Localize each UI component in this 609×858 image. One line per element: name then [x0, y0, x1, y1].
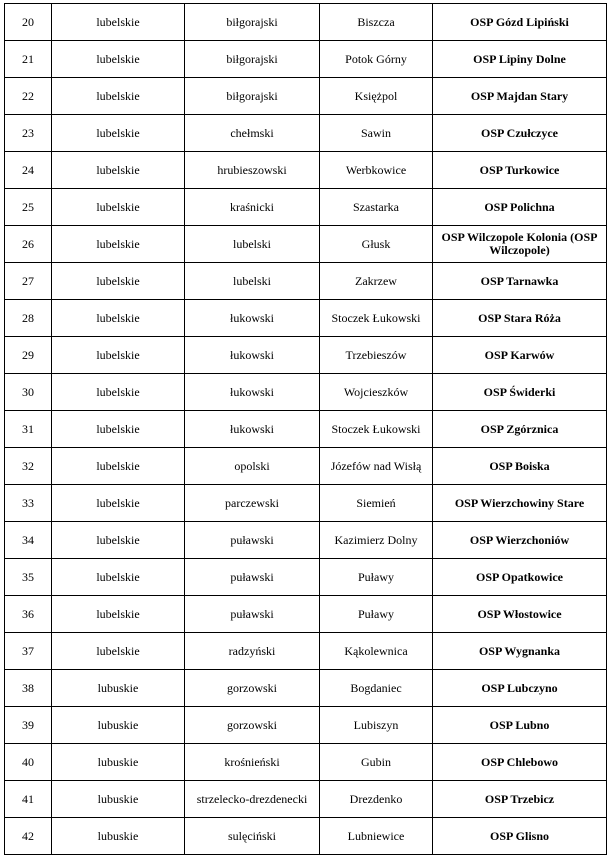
cell-municipality: Biszcza	[320, 4, 433, 41]
cell-county: puławski	[185, 596, 320, 633]
cell-municipality: Bogdaniec	[320, 670, 433, 707]
cell-municipality: Zakrzew	[320, 263, 433, 300]
cell-county: hrubieszowski	[185, 152, 320, 189]
table-row	[5, 448, 607, 485]
table-row	[5, 781, 607, 818]
cell-county: gorzowski	[185, 707, 320, 744]
table-row	[5, 744, 607, 781]
cell-county: łukowski	[185, 411, 320, 448]
cell-municipality: Werbkowice	[320, 152, 433, 189]
cell-voivodeship: lubelskie	[52, 226, 185, 263]
cell-fire-brigade: OSP Lubno	[433, 707, 607, 744]
cell-county: łukowski	[185, 374, 320, 411]
cell-number: 31	[5, 411, 52, 448]
cell-number: 36	[5, 596, 52, 633]
cell-number: 26	[5, 226, 52, 263]
cell-county: strzelecko-drezdenecki	[185, 781, 320, 818]
cell-fire-brigade: OSP Wilczopole Kolonia (OSP Wilczopole)	[433, 226, 607, 263]
cell-number: 33	[5, 485, 52, 522]
cell-county: lubelski	[185, 263, 320, 300]
cell-fire-brigade: OSP Wierzchowiny Stare	[433, 485, 607, 522]
cell-municipality: Trzebieszów	[320, 337, 433, 374]
cell-number: 25	[5, 189, 52, 226]
osp-table	[4, 3, 607, 855]
cell-county: puławski	[185, 522, 320, 559]
cell-fire-brigade: OSP Polichna	[433, 189, 607, 226]
table-row	[5, 559, 607, 596]
cell-number: 30	[5, 374, 52, 411]
table-row	[5, 818, 607, 855]
cell-number: 23	[5, 115, 52, 152]
table-body	[5, 4, 607, 855]
cell-voivodeship: lubelskie	[52, 633, 185, 670]
cell-fire-brigade: OSP Chlebowo	[433, 744, 607, 781]
table-row	[5, 152, 607, 189]
cell-voivodeship: lubuskie	[52, 744, 185, 781]
table-row	[5, 633, 607, 670]
table-row	[5, 300, 607, 337]
table-row	[5, 411, 607, 448]
cell-municipality: Kąkolewnica	[320, 633, 433, 670]
table-row	[5, 670, 607, 707]
cell-number: 35	[5, 559, 52, 596]
cell-county: kraśnicki	[185, 189, 320, 226]
cell-municipality: Lubniewice	[320, 818, 433, 855]
cell-municipality: Siemień	[320, 485, 433, 522]
cell-municipality: Potok Górny	[320, 41, 433, 78]
cell-number: 37	[5, 633, 52, 670]
cell-voivodeship: lubelskie	[52, 189, 185, 226]
cell-voivodeship: lubelskie	[52, 152, 185, 189]
cell-voivodeship: lubelskie	[52, 448, 185, 485]
cell-number: 41	[5, 781, 52, 818]
cell-voivodeship: lubelskie	[52, 115, 185, 152]
cell-fire-brigade: OSP Karwów	[433, 337, 607, 374]
cell-voivodeship: lubelskie	[52, 596, 185, 633]
cell-county: lubelski	[185, 226, 320, 263]
cell-municipality: Lubiszyn	[320, 707, 433, 744]
table-row	[5, 596, 607, 633]
cell-voivodeship: lubuskie	[52, 781, 185, 818]
cell-municipality: Wojcieszków	[320, 374, 433, 411]
cell-county: krośnieński	[185, 744, 320, 781]
cell-fire-brigade: OSP Lipiny Dolne	[433, 41, 607, 78]
cell-number: 29	[5, 337, 52, 374]
cell-number: 42	[5, 818, 52, 855]
cell-number: 22	[5, 78, 52, 115]
cell-fire-brigade: OSP Majdan Stary	[433, 78, 607, 115]
cell-fire-brigade: OSP Opatkowice	[433, 559, 607, 596]
cell-voivodeship: lubelskie	[52, 78, 185, 115]
cell-voivodeship: lubelskie	[52, 522, 185, 559]
cell-number: 38	[5, 670, 52, 707]
table-row	[5, 189, 607, 226]
table-row	[5, 78, 607, 115]
cell-municipality: Puławy	[320, 559, 433, 596]
cell-voivodeship: lubelskie	[52, 337, 185, 374]
cell-county: opolski	[185, 448, 320, 485]
cell-county: radzyński	[185, 633, 320, 670]
cell-voivodeship: lubelskie	[52, 4, 185, 41]
cell-municipality: Puławy	[320, 596, 433, 633]
cell-fire-brigade: OSP Świderki	[433, 374, 607, 411]
table-row	[5, 4, 607, 41]
cell-fire-brigade: OSP Stara Róża	[433, 300, 607, 337]
table-row	[5, 707, 607, 744]
cell-voivodeship: lubuskie	[52, 818, 185, 855]
table-row	[5, 337, 607, 374]
cell-municipality: Józefów nad Wisłą	[320, 448, 433, 485]
cell-county: gorzowski	[185, 670, 320, 707]
cell-fire-brigade: OSP Wierzchoniów	[433, 522, 607, 559]
cell-voivodeship: lubelskie	[52, 374, 185, 411]
table-row	[5, 115, 607, 152]
cell-municipality: Stoczek Łukowski	[320, 300, 433, 337]
cell-number: 34	[5, 522, 52, 559]
cell-fire-brigade: OSP Lubczyno	[433, 670, 607, 707]
cell-county: łukowski	[185, 337, 320, 374]
cell-number: 28	[5, 300, 52, 337]
cell-voivodeship: lubelskie	[52, 41, 185, 78]
table-row	[5, 522, 607, 559]
cell-fire-brigade: OSP Czułczyce	[433, 115, 607, 152]
cell-voivodeship: lubuskie	[52, 670, 185, 707]
cell-number: 40	[5, 744, 52, 781]
cell-fire-brigade: OSP Zgórznica	[433, 411, 607, 448]
cell-voivodeship: lubelskie	[52, 411, 185, 448]
cell-municipality: Księżpol	[320, 78, 433, 115]
cell-number: 39	[5, 707, 52, 744]
cell-fire-brigade: OSP Boiska	[433, 448, 607, 485]
table-row	[5, 263, 607, 300]
cell-number: 32	[5, 448, 52, 485]
cell-voivodeship: lubelskie	[52, 485, 185, 522]
cell-voivodeship: lubuskie	[52, 707, 185, 744]
cell-county: chełmski	[185, 115, 320, 152]
cell-municipality: Kazimierz Dolny	[320, 522, 433, 559]
cell-municipality: Głusk	[320, 226, 433, 263]
cell-number: 24	[5, 152, 52, 189]
cell-number: 20	[5, 4, 52, 41]
cell-county: biłgorajski	[185, 41, 320, 78]
table-row	[5, 226, 607, 263]
cell-voivodeship: lubelskie	[52, 263, 185, 300]
cell-fire-brigade: OSP Wygnanka	[433, 633, 607, 670]
cell-fire-brigade: OSP Trzebicz	[433, 781, 607, 818]
cell-fire-brigade: OSP Turkowice	[433, 152, 607, 189]
cell-fire-brigade: OSP Tarnawka	[433, 263, 607, 300]
table-row	[5, 41, 607, 78]
cell-county: łukowski	[185, 300, 320, 337]
cell-fire-brigade: OSP Włostowice	[433, 596, 607, 633]
cell-municipality: Drezdenko	[320, 781, 433, 818]
cell-number: 27	[5, 263, 52, 300]
cell-municipality: Gubin	[320, 744, 433, 781]
cell-number: 21	[5, 41, 52, 78]
cell-county: biłgorajski	[185, 78, 320, 115]
table-row	[5, 374, 607, 411]
cell-county: puławski	[185, 559, 320, 596]
table-row	[5, 485, 607, 522]
cell-fire-brigade: OSP Gózd Lipiński	[433, 4, 607, 41]
cell-municipality: Sawin	[320, 115, 433, 152]
cell-municipality: Stoczek Łukowski	[320, 411, 433, 448]
cell-fire-brigade: OSP Glisno	[433, 818, 607, 855]
cell-voivodeship: lubelskie	[52, 559, 185, 596]
cell-county: parczewski	[185, 485, 320, 522]
cell-county: sulęciński	[185, 818, 320, 855]
cell-county: biłgorajski	[185, 4, 320, 41]
cell-municipality: Szastarka	[320, 189, 433, 226]
cell-voivodeship: lubelskie	[52, 300, 185, 337]
